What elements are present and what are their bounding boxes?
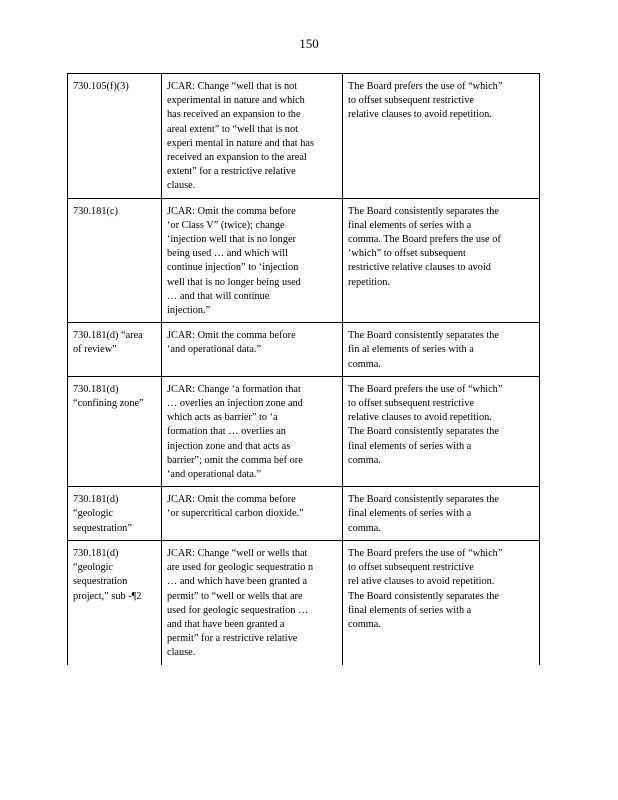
- response-cell: [343, 198, 540, 323]
- section-text: 730.181(d) “area of review”: [73, 330, 143, 356]
- section-cell: [68, 487, 162, 541]
- comment-cell: [162, 540, 343, 664]
- section-cell: [68, 198, 162, 323]
- comment-cell: [162, 74, 343, 199]
- comment-text: JCAR: Omit the comma before ‘or Class V” (twice); change ‘injection well that is no longer being used … and which will continue injection” to ‘injection well that is no longer being used … and that will continue injection.”: [167, 205, 301, 317]
- table-row: [68, 540, 540, 664]
- table-row: [68, 376, 540, 486]
- comment-text: JCAR: Change “well or wells that are used for geologic sequestratio n … and which have been granted a permit” to “well or wells that are used for geologic sequestration … and that have been granted a permit” for a restrictive relative clause.: [167, 547, 314, 659]
- section-cell: [68, 323, 162, 377]
- section-text: 730.181(d) “geologic sequestration project,” sub -¶2: [73, 547, 142, 602]
- response-cell: [343, 376, 540, 486]
- section-text: 730.181(c): [73, 205, 118, 217]
- response-text: The Board prefers the use of “which” to offset subsequent restrictive relative clauses to avoid repetition. The Board consistently separates the final elements of series with a comma.: [348, 383, 503, 466]
- comment-cell: [162, 198, 343, 323]
- comment-cell: [162, 487, 343, 541]
- response-cell: [343, 323, 540, 377]
- table-row: [68, 323, 540, 377]
- section-text: 730.181(d) “confining zone”: [73, 383, 144, 410]
- table-row: [68, 74, 540, 199]
- response-text: The Board prefers the use of “which” to offset subsequent restrictive relative clauses to avoid repetition.: [348, 81, 503, 121]
- response-cell: [343, 487, 540, 541]
- comment-text: JCAR: Omit the comma before ‘or supercritical carbon dioxide.”: [167, 494, 304, 520]
- comment-text: JCAR: Change ‘a formation that … overlies an injection zone and which acts as barrier” to ‘a formation that … overlies an injection zone and that acts as barrier”; omit the comma bef ore ‘and operational data.”: [167, 383, 303, 481]
- comments-table: [67, 73, 540, 665]
- page-number: 150: [299, 36, 319, 51]
- section-cell: [68, 376, 162, 486]
- comment-cell: [162, 376, 343, 486]
- response-text: The Board consistently separates the final elements of series with a comma.: [348, 494, 499, 534]
- table-row: [68, 198, 540, 323]
- comment-text: JCAR: Change “well that is not experimental in nature and which has received an expansion to the areal extent” to “well that is not experi mental in nature and that has received an expansion to the areal extent” for a restrictive relative clause.: [167, 81, 314, 192]
- response-cell: [343, 540, 540, 664]
- comment-cell: [162, 323, 343, 377]
- section-cell: [68, 540, 162, 664]
- response-text: The Board consistently separates the final elements of series with a comma. The Board prefers the use of ‘which” to offset subsequent restrictive relative clauses to avoid repetition.: [348, 205, 501, 288]
- response-text: The Board consistently separates the fin al elements of series with a comma.: [348, 330, 499, 370]
- table-row: [68, 487, 540, 541]
- response-cell: [343, 74, 540, 199]
- section-text: 730.181(d) “geologic sequestration”: [73, 494, 132, 534]
- section-cell: [68, 74, 162, 199]
- section-text: 730.105(f)(3): [73, 81, 129, 92]
- response-text: The Board prefers the use of “which” to offset subsequent restrictive rel ative clauses to avoid repetition. The Board consistently separates the final elements of series with a comma.: [348, 547, 503, 630]
- comment-text: JCAR: Omit the comma before ‘and operational data.”: [167, 330, 296, 356]
